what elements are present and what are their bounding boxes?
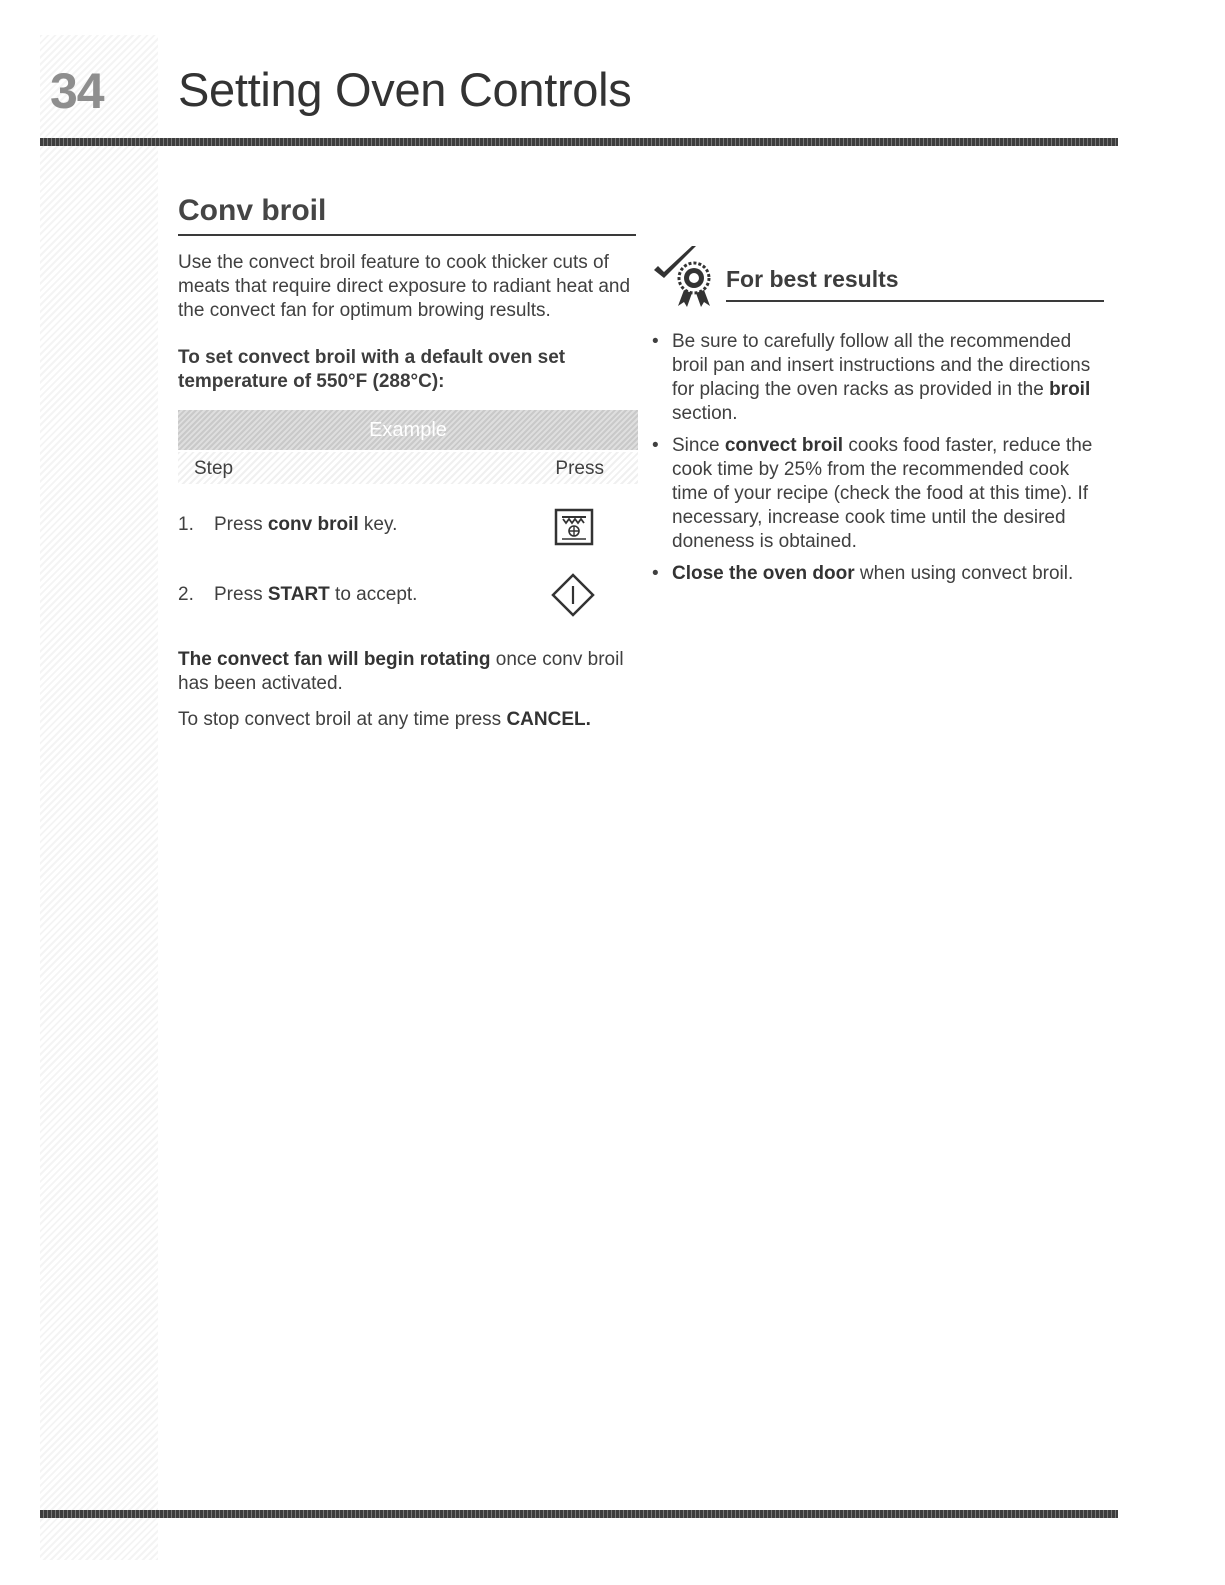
step-text: Press START to accept. (214, 584, 418, 605)
press-column-header: Press (555, 458, 604, 479)
header-rule (40, 138, 1118, 146)
step-number: 1. (178, 514, 194, 535)
tips-rule (726, 300, 1104, 302)
page-number: 34 (50, 63, 104, 119)
cancel-note: To stop convect broil at any time press CANCEL. (178, 709, 591, 730)
page-title: Setting Oven Controls (178, 63, 632, 116)
step-header-row (178, 452, 638, 484)
example-header: Example (178, 410, 638, 450)
step-row (178, 500, 638, 550)
tips-list (650, 330, 1110, 594)
step-row (178, 570, 638, 620)
step-column-header: Step (194, 458, 234, 479)
conv-broil-key-icon (554, 508, 594, 552)
section-title: Conv broil (178, 194, 327, 227)
list-item: • Close the oven door when using convect broil. (652, 563, 1074, 584)
step-number: 2. (178, 584, 194, 605)
fan-note: The convect fan will begin rotating once conv broil has been activated. (178, 649, 624, 694)
instructions-subhead: To set convect broil with a default oven set temperature of 550°F (288°C): (178, 347, 566, 392)
list-item: • Be sure to carefully follow all the recommended broil pan and insert instructions and the directions for placing the oven racks as provided in the broil section. (652, 331, 1091, 424)
intro-paragraph: Use the convect broil feature to cook thicker cuts of meats that require direct exposure to radiant heat and the convect fan for optimum browing results. (178, 252, 631, 321)
sidebar-pattern-strip (40, 35, 158, 1560)
tips-title: For best results (726, 266, 899, 292)
list-item: • Since convect broil cooks food faster, reduce the cook time by 25% from the recommended cook time of your recipe (check the food at this time). If necessary, increase cook time until the desired doneness is obtained. (652, 435, 1093, 552)
footer-rule (40, 1510, 1118, 1518)
start-key-icon (550, 572, 596, 624)
ribbon-award-icon (652, 244, 716, 313)
section-rule (178, 234, 636, 236)
step-text: Press conv broil key. (214, 514, 398, 535)
